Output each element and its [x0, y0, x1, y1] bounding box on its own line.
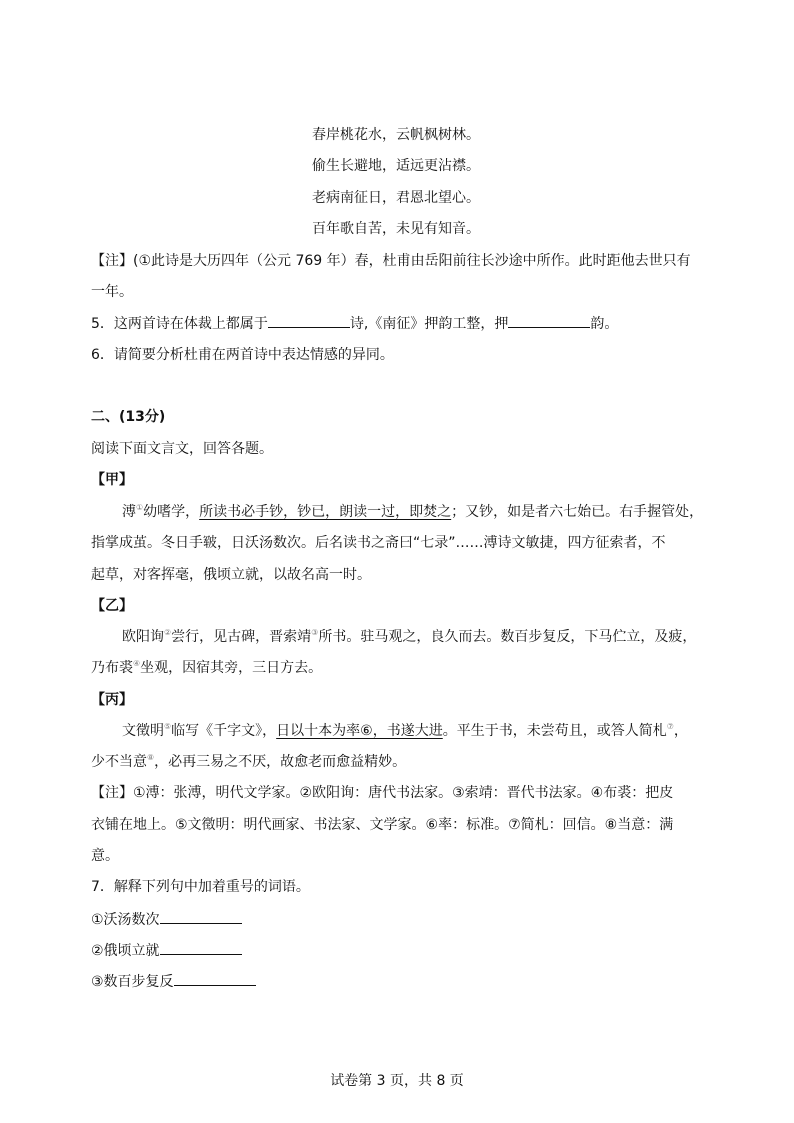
passage-bing-label: 【丙】: [91, 692, 133, 708]
bing-text-c: 。平生于书，未尝苟且，或答人简札: [442, 723, 667, 739]
footnote-marker: ④: [133, 659, 141, 668]
jia-text-a: 溥: [122, 504, 136, 520]
yi-text-c: 所书。驻马观之，良久而去。数百步复反，下马伫立，及疲，: [318, 629, 697, 645]
bing-text-e: 少不当意: [91, 754, 147, 770]
bing-text-f: ，必再三易之不厌，故愈老而愈益精妙。: [154, 754, 407, 770]
passage-note-line-3: 意。: [91, 848, 119, 864]
answer-blank-rhyme[interactable]: [508, 313, 590, 328]
question-6: 6．请简要分析杜甫在两首诗中表达情感的异同。: [91, 347, 394, 363]
section-2-instruction: 阅读下面文言文，回答各题。: [91, 441, 273, 457]
poem-line-4: 百年歌自苦，未见有知音。: [312, 221, 480, 237]
question-7-item-3-text: ③数百步复反: [91, 974, 174, 990]
footnote-marker: ⑧: [147, 753, 155, 762]
footnote-marker: ⑦: [666, 722, 674, 731]
bing-text-b: 临写《千字文》，: [171, 723, 277, 739]
footnote-marker: ③: [311, 628, 319, 637]
passage-note-line-2: 衣铺在地上。⑤文徵明：明代画家、书法家、文学家。⑥率：标准。⑦简札：回信。⑧当意：满: [91, 817, 674, 833]
question-7-prompt: 7．解释下列句中加着重号的词语。: [91, 879, 310, 895]
yi-text-e: 坐观，因宿其旁，三日方去。: [140, 660, 323, 676]
passage-note-line-1: 【注】①溥：张溥，明代文学家。②欧阳询：唐代书法家。③索靖：晋代书法家。④布裘：把皮: [91, 785, 674, 801]
jia-text-b: 幼嗜学，: [143, 504, 200, 520]
question-5-part-1: 5．这两首诗在体裁上都属于: [91, 316, 268, 332]
passage-jia-line-2: 指掌成茧。冬日手皲，日沃汤数次。后名读书之斋曰“七录”……溥诗文敏捷，四方征索者，不: [91, 535, 666, 551]
poem-note-line-1: 【注】(①此诗是大历四年（公元 769 年）春，杜甫由岳阳前往长沙途中所作。此时距他去世只有: [91, 253, 691, 269]
question-5: [91, 313, 618, 333]
passage-jia-label: 【甲】: [91, 472, 133, 488]
footnote-marker: ②: [164, 628, 172, 637]
answer-blank-7-1[interactable]: [160, 909, 242, 924]
passage-yi-line-1: [122, 627, 696, 647]
bing-text-d: ，: [673, 723, 688, 739]
question-7-item-2: [91, 940, 242, 960]
answer-blank-7-3[interactable]: [174, 971, 256, 986]
poem-line-2: 偷生长避地，适远更沾襟。: [312, 158, 480, 174]
question-5-part-3: 韵。: [590, 316, 619, 332]
passage-bing-line-2: [91, 752, 406, 772]
answer-blank-7-2[interactable]: [160, 940, 242, 955]
answer-blank-genre[interactable]: [268, 313, 350, 328]
page-footer: 试卷第 3 页，共 8 页: [330, 1073, 464, 1089]
section-2-heading: 二、(13分): [91, 409, 166, 425]
passage-yi-line-2: [91, 658, 322, 678]
footnote-marker: ①: [136, 503, 144, 512]
underlined-sentence-jia: 所读书必手钞，钞已，朗读一过，即焚之: [199, 504, 452, 520]
passage-jia-line-1: [122, 502, 703, 522]
bing-text-a: 文徵明: [122, 723, 164, 739]
underlined-sentence-bing: 日以十本为率⑥，书遂大进: [276, 723, 443, 739]
question-7-item-1: [91, 909, 242, 929]
yi-text-b: 尝行，见古碑，晋索靖: [171, 629, 312, 645]
question-7-item-1-text: ①沃汤数次: [91, 912, 160, 928]
poem-note-line-2: 一年。: [91, 284, 133, 300]
passage-jia-line-3: 起草，对客挥毫，俄顷立就，以故名高一时。: [91, 567, 371, 583]
passage-bing-line-1: [122, 721, 688, 741]
passage-yi-label: 【乙】: [91, 598, 133, 614]
poem-line-1: 春岸桃花水，云帆枫树林。: [312, 127, 480, 143]
jia-text-c: ；又钞，如是者六七始已。右手握管处，: [451, 504, 704, 520]
yi-text-d: 乃布裘: [91, 660, 133, 676]
footnote-marker: ⑤: [164, 722, 172, 731]
poem-line-3: 老病南征日，君恩北望心。: [312, 190, 480, 206]
question-7-item-3: [91, 971, 256, 991]
question-5-part-2: 诗,《南征》押韵工整，押: [349, 316, 509, 332]
question-7-item-2-text: ②俄顷立就: [91, 943, 160, 959]
yi-text-a: 欧阳询: [122, 629, 164, 645]
